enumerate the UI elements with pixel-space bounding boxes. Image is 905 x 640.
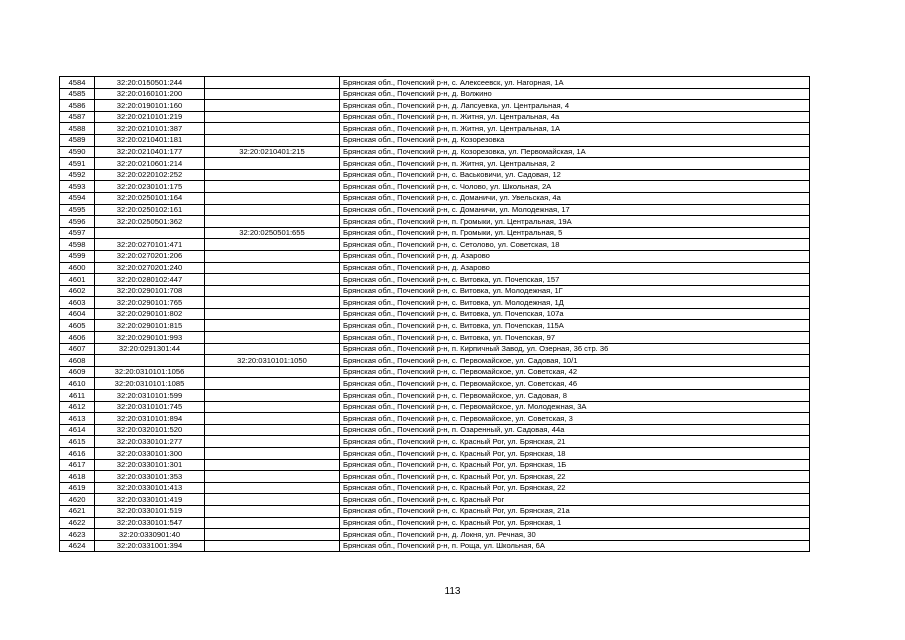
cadastral-number-cell: 32:20:0310101:599 [95, 390, 205, 402]
previous-cadastral-number-cell [205, 204, 340, 216]
row-number-cell: 4598 [60, 239, 95, 251]
previous-cadastral-number-cell [205, 448, 340, 460]
row-number-cell: 4621 [60, 505, 95, 517]
cadastral-number-cell: 32:20:0290101:802 [95, 308, 205, 320]
row-number-cell: 4595 [60, 204, 95, 216]
address-cell: Брянская обл., Почепский р-н, д. Волжино [340, 88, 810, 100]
previous-cadastral-number-cell [205, 169, 340, 181]
row-number-cell: 4616 [60, 448, 95, 460]
row-number-cell: 4592 [60, 169, 95, 181]
table-row [60, 413, 810, 425]
row-number-cell: 4607 [60, 343, 95, 355]
cadastral-number-cell: 32:20:0250102:161 [95, 204, 205, 216]
table-row [60, 274, 810, 286]
row-number-cell: 4600 [60, 262, 95, 274]
address-cell: Брянская обл., Почепский р-н, с. Красный Рог, ул. Брянская, 1Б [340, 459, 810, 471]
table-row [60, 250, 810, 262]
row-number-cell: 4612 [60, 401, 95, 413]
table-row [60, 482, 810, 494]
row-number-cell: 4611 [60, 390, 95, 402]
previous-cadastral-number-cell [205, 216, 340, 228]
table-row [60, 308, 810, 320]
row-number-cell: 4596 [60, 216, 95, 228]
address-cell: Брянская обл., Почепский р-н, с. Первомайское, ул. Советская, 46 [340, 378, 810, 390]
previous-cadastral-number-cell [205, 123, 340, 135]
table-row [60, 285, 810, 297]
cadastral-number-cell: 32:20:0310101:745 [95, 401, 205, 413]
table-row [60, 529, 810, 541]
address-cell: Брянская обл., Почепский р-н, с. Красный Рог, ул. Брянская, 18 [340, 448, 810, 460]
cadastral-number-cell [95, 355, 205, 367]
address-cell: Брянская обл., Почепский р-н, с. Доманичи, ул. Молодежная, 17 [340, 204, 810, 216]
row-number-cell: 4622 [60, 517, 95, 529]
table-row [60, 158, 810, 170]
address-cell: Брянская обл., Почепский р-н, с. Красный Рог, ул. Брянская, 22 [340, 471, 810, 483]
previous-cadastral-number-cell: 32:20:0210401:215 [205, 146, 340, 158]
row-number-cell: 4601 [60, 274, 95, 286]
table-row [60, 216, 810, 228]
table-row [60, 401, 810, 413]
previous-cadastral-number-cell [205, 320, 340, 332]
address-cell: Брянская обл., Почепский р-н, с. Первомайское, ул. Советская, 3 [340, 413, 810, 425]
previous-cadastral-number-cell [205, 77, 340, 89]
address-cell: Брянская обл., Почепский р-н, д. Локня, ул. Речная, 30 [340, 529, 810, 541]
previous-cadastral-number-cell [205, 459, 340, 471]
table-row [60, 540, 810, 552]
address-cell: Брянская обл., Почепский р-н, с. Первомайское, ул. Садовая, 10/1 [340, 355, 810, 367]
address-cell: Брянская обл., Почепский р-н, с. Первомайское, ул. Садовая, 8 [340, 390, 810, 402]
address-cell: Брянская обл., Почепский р-н, д. Козорезовка, ул. Первомайская, 1А [340, 146, 810, 158]
previous-cadastral-number-cell [205, 390, 340, 402]
table-row [60, 227, 810, 239]
cadastral-number-cell: 32:20:0280102:447 [95, 274, 205, 286]
row-number-cell: 4591 [60, 158, 95, 170]
table-row [60, 134, 810, 146]
cadastral-number-cell: 32:20:0210101:387 [95, 123, 205, 135]
previous-cadastral-number-cell [205, 297, 340, 309]
cadastral-number-cell: 32:20:0210401:181 [95, 134, 205, 146]
row-number-cell: 4618 [60, 471, 95, 483]
table-row [60, 320, 810, 332]
previous-cadastral-number-cell [205, 494, 340, 506]
row-number-cell: 4610 [60, 378, 95, 390]
table-row [60, 123, 810, 135]
row-number-cell: 4593 [60, 181, 95, 193]
address-cell: Брянская обл., Почепский р-н, п. Роща, ул. Школьная, 6А [340, 540, 810, 552]
cadastral-number-cell: 32:20:0270201:206 [95, 250, 205, 262]
cadastral-number-cell: 32:20:0330901:40 [95, 529, 205, 541]
row-number-cell: 4615 [60, 436, 95, 448]
previous-cadastral-number-cell [205, 343, 340, 355]
previous-cadastral-number-cell [205, 413, 340, 425]
table-row [60, 204, 810, 216]
cadastral-number-cell: 32:20:0290101:993 [95, 332, 205, 344]
cadastral-number-cell: 32:20:0331001:394 [95, 540, 205, 552]
row-number-cell: 4608 [60, 355, 95, 367]
row-number-cell: 4589 [60, 134, 95, 146]
row-number-cell: 4606 [60, 332, 95, 344]
cadastral-number-cell: 32:20:0160101:200 [95, 88, 205, 100]
cadastral-table [59, 76, 810, 552]
previous-cadastral-number-cell [205, 424, 340, 436]
previous-cadastral-number-cell: 32:20:0310101:1050 [205, 355, 340, 367]
row-number-cell: 4619 [60, 482, 95, 494]
row-number-cell: 4599 [60, 250, 95, 262]
table-row [60, 459, 810, 471]
previous-cadastral-number-cell [205, 540, 340, 552]
cadastral-number-cell: 32:20:0250101:164 [95, 192, 205, 204]
table-row [60, 505, 810, 517]
row-number-cell: 4586 [60, 100, 95, 112]
row-number-cell: 4597 [60, 227, 95, 239]
cadastral-number-cell: 32:20:0291301:44 [95, 343, 205, 355]
cadastral-number-cell: 32:20:0270101:471 [95, 239, 205, 251]
address-cell: Брянская обл., Почепский р-н, д. Лапсуевка, ул. Центральная, 4 [340, 100, 810, 112]
table-row [60, 239, 810, 251]
address-cell: Брянская обл., Почепский р-н, с. Васьковичи, ул. Садовая, 12 [340, 169, 810, 181]
table-row [60, 146, 810, 158]
row-number-cell: 4617 [60, 459, 95, 471]
row-number-cell: 4584 [60, 77, 95, 89]
cadastral-number-cell: 32:20:0310101:1085 [95, 378, 205, 390]
cadastral-number-cell: 32:20:0310101:894 [95, 413, 205, 425]
address-cell: Брянская обл., Почепский р-н, с. Витовка, ул. Молодежная, 1Д [340, 297, 810, 309]
table-row [60, 355, 810, 367]
address-cell: Брянская обл., Почепский р-н, с. Первомайское, ул. Советская, 42 [340, 366, 810, 378]
table-row [60, 343, 810, 355]
previous-cadastral-number-cell: 32:20:0250501:655 [205, 227, 340, 239]
cadastral-number-cell: 32:20:0250501:362 [95, 216, 205, 228]
previous-cadastral-number-cell [205, 88, 340, 100]
address-cell: Брянская обл., Почепский р-н, с. Витовка, ул. Почепская, 157 [340, 274, 810, 286]
previous-cadastral-number-cell [205, 529, 340, 541]
table-row [60, 494, 810, 506]
previous-cadastral-number-cell [205, 111, 340, 123]
row-number-cell: 4603 [60, 297, 95, 309]
cadastral-number-cell: 32:20:0220102:252 [95, 169, 205, 181]
cadastral-number-cell: 32:20:0330101:277 [95, 436, 205, 448]
table-row [60, 169, 810, 181]
cadastral-number-cell: 32:20:0320101:520 [95, 424, 205, 436]
address-cell: Брянская обл., Почепский р-н, с. Красный Рог [340, 494, 810, 506]
previous-cadastral-number-cell [205, 285, 340, 297]
cadastral-number-cell: 32:20:0290101:765 [95, 297, 205, 309]
previous-cadastral-number-cell [205, 274, 340, 286]
cadastral-number-cell: 32:20:0270201:240 [95, 262, 205, 274]
row-number-cell: 4609 [60, 366, 95, 378]
cadastral-number-cell [95, 227, 205, 239]
previous-cadastral-number-cell [205, 134, 340, 146]
row-number-cell: 4614 [60, 424, 95, 436]
cadastral-number-cell: 32:20:0310101:1056 [95, 366, 205, 378]
address-cell: Брянская обл., Почепский р-н, с. Красный Рог, ул. Брянская, 21 [340, 436, 810, 448]
previous-cadastral-number-cell [205, 100, 340, 112]
table-row [60, 297, 810, 309]
row-number-cell: 4613 [60, 413, 95, 425]
table-row [60, 192, 810, 204]
address-cell: Брянская обл., Почепский р-н, с. Доманичи, ул. Увельская, 4а [340, 192, 810, 204]
row-number-cell: 4585 [60, 88, 95, 100]
cadastral-number-cell: 32:20:0210101:219 [95, 111, 205, 123]
table-body [60, 77, 810, 552]
cadastral-number-cell: 32:20:0150501:244 [95, 77, 205, 89]
address-cell: Брянская обл., Почепский р-н, с. Чолово, ул. Школьная, 2А [340, 181, 810, 193]
address-cell: Брянская обл., Почепский р-н, п. Кирпичный Завод, ул. Озерная, 36 стр. 36 [340, 343, 810, 355]
table-row [60, 436, 810, 448]
cadastral-number-cell: 32:20:0290101:708 [95, 285, 205, 297]
address-cell: Брянская обл., Почепский р-н, с. Витовка, ул. Почепская, 107а [340, 308, 810, 320]
address-cell: Брянская обл., Почепский р-н, п. Житня, ул. Центральная, 4а [340, 111, 810, 123]
table-row [60, 390, 810, 402]
table-row [60, 262, 810, 274]
address-cell: Брянская обл., Почепский р-н, д. Азарово [340, 250, 810, 262]
cadastral-number-cell: 32:20:0330101:413 [95, 482, 205, 494]
page-number: 113 [444, 586, 461, 597]
previous-cadastral-number-cell [205, 192, 340, 204]
row-number-cell: 4620 [60, 494, 95, 506]
cadastral-number-cell: 32:20:0190101:160 [95, 100, 205, 112]
previous-cadastral-number-cell [205, 471, 340, 483]
previous-cadastral-number-cell [205, 239, 340, 251]
row-number-cell: 4587 [60, 111, 95, 123]
table-row [60, 181, 810, 193]
table-row [60, 517, 810, 529]
table-row [60, 332, 810, 344]
previous-cadastral-number-cell [205, 517, 340, 529]
table-row [60, 77, 810, 89]
row-number-cell: 4604 [60, 308, 95, 320]
row-number-cell: 4624 [60, 540, 95, 552]
row-number-cell: 4623 [60, 529, 95, 541]
previous-cadastral-number-cell [205, 181, 340, 193]
previous-cadastral-number-cell [205, 308, 340, 320]
table-row [60, 378, 810, 390]
table-row [60, 471, 810, 483]
address-cell: Брянская обл., Почепский р-н, п. Громыки, ул. Центральная, 5 [340, 227, 810, 239]
table-row [60, 448, 810, 460]
previous-cadastral-number-cell [205, 401, 340, 413]
cadastral-number-cell: 32:20:0290101:815 [95, 320, 205, 332]
cadastral-number-cell: 32:20:0330101:419 [95, 494, 205, 506]
cadastral-number-cell: 32:20:0230101:175 [95, 181, 205, 193]
previous-cadastral-number-cell [205, 482, 340, 494]
previous-cadastral-number-cell [205, 378, 340, 390]
table-row [60, 88, 810, 100]
cadastral-number-cell: 32:20:0330101:353 [95, 471, 205, 483]
cadastral-number-cell: 32:20:0330101:300 [95, 448, 205, 460]
address-cell: Брянская обл., Почепский р-н, с. Красный Рог, ул. Брянская, 21а [340, 505, 810, 517]
previous-cadastral-number-cell [205, 158, 340, 170]
previous-cadastral-number-cell [205, 250, 340, 262]
address-cell: Брянская обл., Почепский р-н, с. Красный Рог, ул. Брянская, 22 [340, 482, 810, 494]
table-row [60, 424, 810, 436]
address-cell: Брянская обл., Почепский р-н, п. Озаренный, ул. Садовая, 44а [340, 424, 810, 436]
address-cell: Брянская обл., Почепский р-н, с. Первомайское, ул. Молодежная, 3А [340, 401, 810, 413]
address-cell: Брянская обл., Почепский р-н, п. Житня, ул. Центральная, 2 [340, 158, 810, 170]
cadastral-number-cell: 32:20:0330101:519 [95, 505, 205, 517]
previous-cadastral-number-cell [205, 366, 340, 378]
cadastral-number-cell: 32:20:0330101:301 [95, 459, 205, 471]
previous-cadastral-number-cell [205, 262, 340, 274]
address-cell: Брянская обл., Почепский р-н, с. Сетолово, ул. Советская, 18 [340, 239, 810, 251]
cadastral-number-cell: 32:20:0210401:177 [95, 146, 205, 158]
address-cell: Брянская обл., Почепский р-н, с. Витовка, ул. Почепская, 97 [340, 332, 810, 344]
cadastral-number-cell: 32:20:0210601:214 [95, 158, 205, 170]
row-number-cell: 4588 [60, 123, 95, 135]
address-cell: Брянская обл., Почепский р-н, с. Красный Рог, ул. Брянская, 1 [340, 517, 810, 529]
table-row [60, 100, 810, 112]
table-row [60, 366, 810, 378]
previous-cadastral-number-cell [205, 436, 340, 448]
table-row [60, 111, 810, 123]
cadastral-number-cell: 32:20:0330101:547 [95, 517, 205, 529]
address-cell: Брянская обл., Почепский р-н, д. Козорезовка [340, 134, 810, 146]
address-cell: Брянская обл., Почепский р-н, д. Азарово [340, 262, 810, 274]
row-number-cell: 4590 [60, 146, 95, 158]
address-cell: Брянская обл., Почепский р-н, п. Житня, ул. Центральная, 1А [340, 123, 810, 135]
address-cell: Брянская обл., Почепский р-н, с. Алексеевск, ул. Нагорная, 1А [340, 77, 810, 89]
row-number-cell: 4602 [60, 285, 95, 297]
previous-cadastral-number-cell [205, 332, 340, 344]
address-cell: Брянская обл., Почепский р-н, с. Витовка, ул. Молодежная, 1Г [340, 285, 810, 297]
previous-cadastral-number-cell [205, 505, 340, 517]
address-cell: Брянская обл., Почепский р-н, п. Громыки, ул. Центральная, 19А [340, 216, 810, 228]
row-number-cell: 4594 [60, 192, 95, 204]
address-cell: Брянская обл., Почепский р-н, с. Витовка, ул. Почепская, 115А [340, 320, 810, 332]
row-number-cell: 4605 [60, 320, 95, 332]
